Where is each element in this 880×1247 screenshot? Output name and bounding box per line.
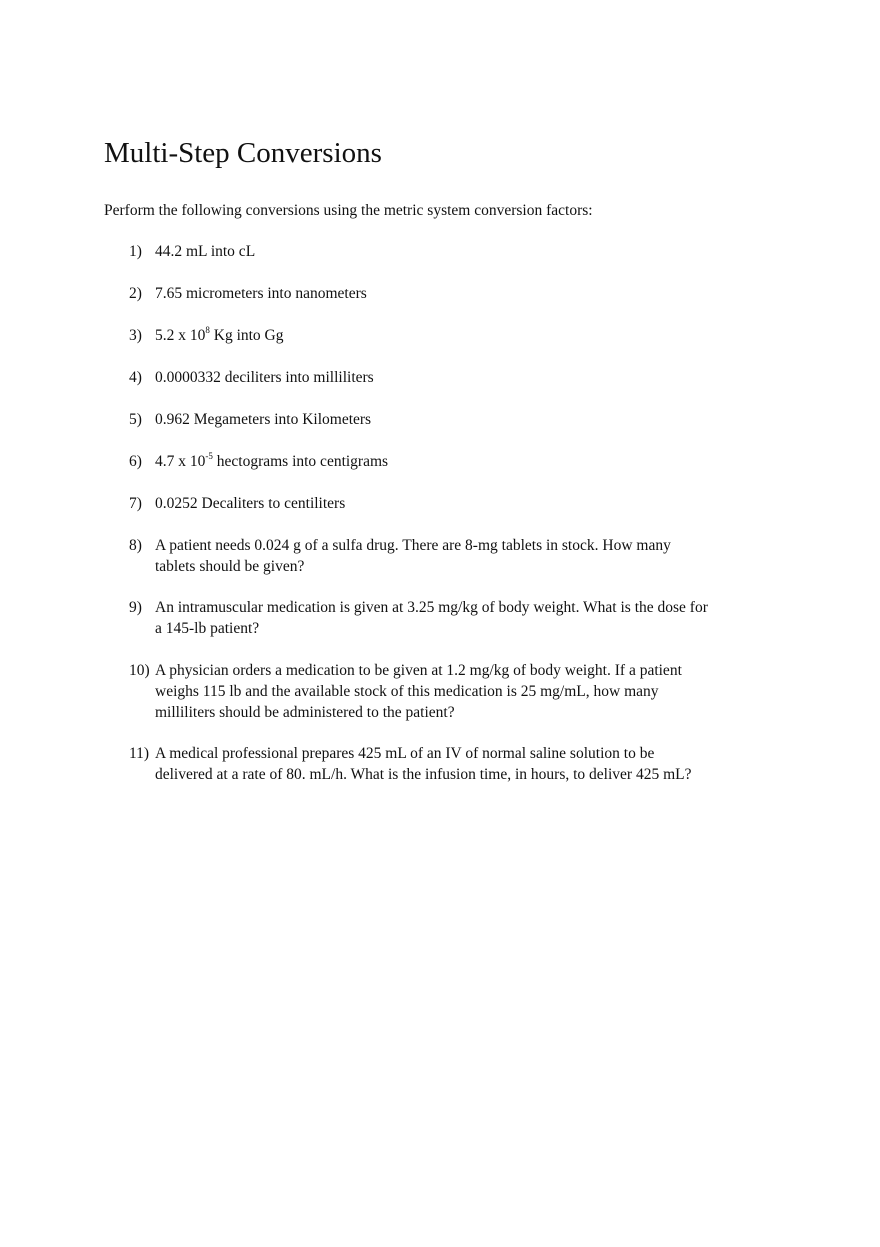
question-9 (129, 597, 749, 639)
question-text-line: An intramuscular medication is given at 3.25 mg/kg of body weight. What is the dose for (155, 599, 708, 616)
question-text-line: A physician orders a medication to be given at 1.2 mg/kg of body weight. If a patient (155, 662, 682, 679)
question-5 (129, 409, 749, 430)
question-7 (129, 493, 749, 514)
question-text: 44.2 mL into cL (155, 243, 256, 260)
question-text (155, 325, 749, 346)
question-1 (129, 241, 749, 262)
question-6 (129, 451, 749, 472)
question-text-line: weighs 115 lb and the available stock of this medication is 25 mg/mL, how many (155, 683, 659, 700)
question-number: 10) (129, 662, 150, 679)
question-text-line: A patient needs 0.024 g of a sulfa drug. There are 8-mg tablets in stock. How many (155, 537, 671, 554)
question-2 (129, 283, 749, 304)
question-text-line: A medical professional prepares 425 mL of an IV of normal saline solution to be (155, 745, 655, 762)
question-text-line: tablets should be given? (155, 558, 305, 575)
question-number: 1) (129, 243, 142, 260)
question-text: 7.65 micrometers into nanometers (155, 285, 367, 302)
question-4 (129, 367, 749, 388)
question-number: 7) (129, 495, 142, 512)
question-text: 0.0000332 deciliters into milliliters (155, 369, 374, 386)
question-text-line: a 145-lb patient? (155, 620, 260, 637)
question-number: 5) (129, 411, 142, 428)
question-number: 4) (129, 369, 142, 386)
exponent: 8 (205, 324, 210, 335)
question-number: 2) (129, 285, 142, 302)
question-number: 11) (129, 745, 150, 762)
question-text-base: 4.7 x 10 (155, 453, 206, 470)
question-8 (129, 535, 749, 577)
question-text-line: delivered at a rate of 80. mL/h. What is the infusion time, in hours, to deliver 425 mL? (155, 766, 692, 783)
exponent: -5 (205, 450, 213, 461)
question-text: 0.962 Megameters into Kilometers (155, 411, 372, 428)
question-number: 8) (129, 537, 142, 554)
question-text (155, 451, 749, 472)
page-title: Multi-Step Conversions (104, 137, 382, 169)
question-11 (129, 743, 749, 785)
question-text-line: milliliters should be administered to the patient? (155, 704, 455, 721)
question-number: 9) (129, 599, 142, 616)
question-3 (129, 325, 749, 346)
question-number: 3) (129, 327, 142, 344)
instructions: Perform the following conversions using the metric system conversion factors: (104, 202, 593, 219)
question-text-rest: Kg into Gg (209, 327, 284, 344)
question-10 (129, 660, 749, 723)
question-number: 6) (129, 453, 142, 470)
question-text-rest: hectograms into centigrams (212, 453, 389, 470)
question-text-base: 5.2 x 10 (155, 327, 206, 344)
question-text: 0.0252 Decaliters to centiliters (155, 495, 346, 512)
